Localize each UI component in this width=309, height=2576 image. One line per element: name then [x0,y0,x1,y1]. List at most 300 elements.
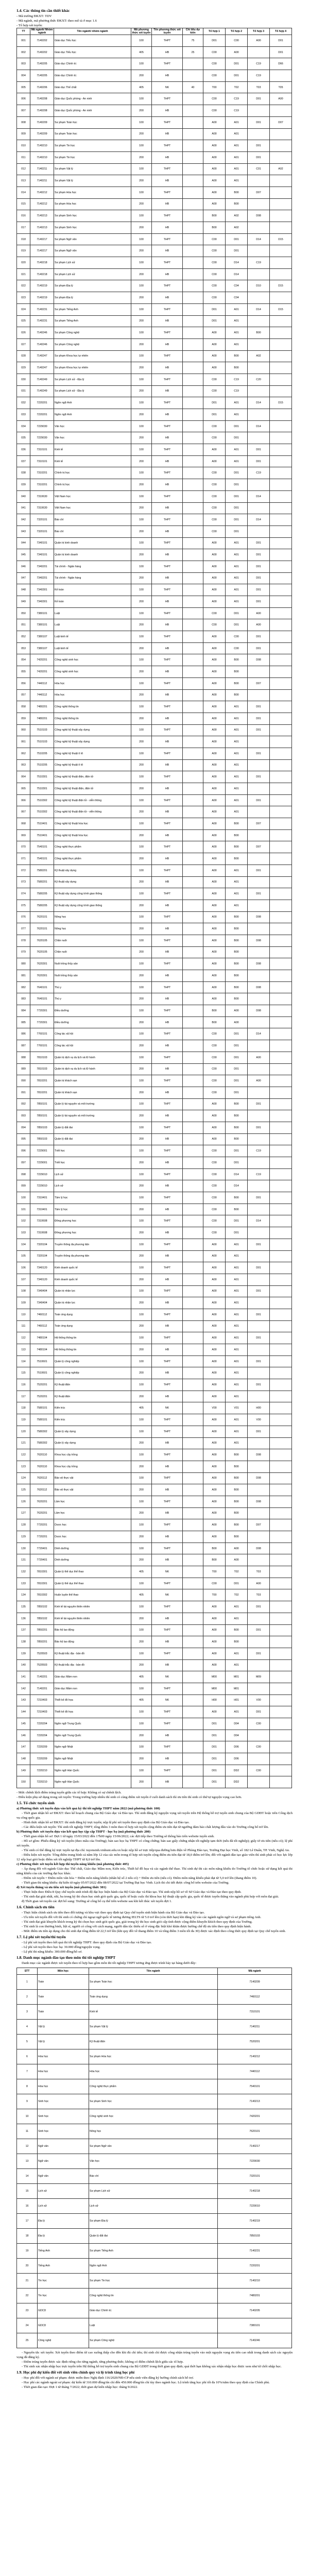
table-cell [270,981,292,993]
table-cell: A00 [203,1285,226,1297]
table-cell: THPT [152,748,183,759]
table-cell: HB [152,1367,183,1379]
table-cell: HB [152,1250,183,1262]
table-cell: 100 [131,1648,152,1659]
table-cell: 100 [131,140,152,152]
table-cell: 7510302 [30,794,54,806]
table-cell: 12 [17,2139,38,2154]
table-cell: THPT [152,1309,183,1320]
s15-p1: a) Phương thức xét tuyển dựa vào kết quả kỳ thi tốt nghiệp THPT năm 2022 (mã phương thức 100) [16,1807,160,1811]
table-cell: Tin học [38,2274,89,2289]
table-row [17,771,292,783]
s15-p11: - Áp dụng đối với ngành Giáo dục Thể chất, Giáo dục Mầm non, Kiến trúc, Thiết kế đồ họa và các ngành thể thao. Thí sinh dự thi các môn năng khiếu do Trường tổ chức hoặc sử dụng kết quả thi năng khiếu của các trường đại học khác. [16,1867,293,1876]
table-cell [270,151,292,163]
table-cell: D01 [248,93,270,105]
column-header: Mã ngành [218,1968,292,1975]
table-row [17,1753,292,1765]
table-cell: C00 [203,1145,226,1157]
table-cell: 200 [131,806,152,818]
table-cell: Tâm lý học [54,1192,131,1204]
table-cell: A00 [203,362,226,374]
table-cell: B00 [226,666,248,678]
table-cell: A01 [226,1285,248,1297]
section-1-5-title: 1.5. Tổ chức tuyển sinh [16,1801,55,1806]
table-cell: A00 [248,1578,270,1589]
table-cell: Toán ứng dụng [89,1990,218,2005]
table-cell: C00 [203,526,226,537]
table-cell: D01 [248,151,270,163]
table-cell: Sư phạm Tin học [54,140,131,152]
table-cell: 7460112 [218,1990,292,2005]
table-cell: THPT [152,701,183,713]
table-cell: 100 [17,1192,30,1204]
table-cell: D01 [203,1741,226,1753]
table-cell: 7340301 [30,596,54,608]
table-cell: 7229001 [30,1145,54,1157]
table-cell: A00 [203,1332,226,1344]
table-cell: Công nghệ sinh học [54,666,131,678]
table-cell: A00 [248,619,270,631]
table-cell: A00 [203,1437,226,1449]
table-cell: 200 [131,432,152,444]
table-row [17,1741,292,1753]
table-cell: 7720401 [30,1543,54,1554]
table-cell: Kinh tế [89,2005,218,2020]
table-cell: 200 [131,1297,152,1309]
table-cell: 100 [131,1624,152,1636]
table-cell: 7720201 [30,1519,54,1531]
table-cell: 7620101 [30,911,54,923]
s15-p10: c) Phương thức xét tuyển kết hợp thi tuyển năng khiếu (mã phương thức 405) [16,1862,129,1867]
table-cell: Tài chính - Ngân hàng [54,561,131,572]
table-cell [183,1297,203,1309]
table-cell: A00 [203,1519,226,1531]
table-cell: B00 [226,362,248,374]
table-cell: 200 [131,128,152,140]
table-cell [248,338,270,350]
column-header: Tổ hợp 2 [226,28,248,35]
table-cell: Giáo dục Chính trị [54,70,131,82]
table-cell: 7510401 [30,829,54,841]
table-cell: HB [152,1274,183,1285]
table-cell: D01 [248,1192,270,1204]
table-cell: Công nghệ thực phẩm [89,2079,218,2094]
table-cell: 100 [131,911,152,923]
table-cell: 4 [17,2020,38,2035]
table-cell: 100 [131,350,152,362]
table-row [17,93,292,105]
table-cell: Quản trị khách sạn [54,1087,131,1098]
table-row [17,1168,292,1180]
table-cell: A00 [203,631,226,643]
table-cell: Chăn nuôi [54,946,131,958]
table-cell: C00 [203,93,226,105]
table-cell: Sư phạm Địa lý [54,292,131,304]
table-row [17,829,292,841]
table-row [17,467,292,479]
table-cell: A01 [226,1344,248,1356]
table-cell [270,549,292,561]
table-cell: Quản trị khách sạn [54,1075,131,1087]
table-cell: 100 [131,701,152,713]
table-cell [270,888,292,900]
table-cell: A01 [226,888,248,900]
table-cell: 7140209 [218,1975,292,1990]
table-cell [270,1052,292,1063]
table-cell: A01 [226,1355,248,1367]
table-cell: 11 [17,2124,38,2139]
table-cell: 7440112 [30,689,54,701]
table-row [17,1648,292,1659]
table-cell: D01 [248,1426,270,1437]
column-header: Tổ hợp 4 [270,28,292,35]
table-cell: 7580101 [30,1414,54,1426]
table-cell: D01 [248,771,270,783]
table-cell: 7720201 [30,1531,54,1543]
table-cell: B00 [248,327,270,339]
table-cell: Đông phương học [54,1227,131,1239]
table-cell: D01 [248,1624,270,1636]
table-cell: Kỹ thuật xây dựng công trình giao thông [54,888,131,900]
table-cell: THPT [152,1262,183,1274]
table-cell: A01 [226,455,248,467]
table-cell: V00 [203,1402,226,1414]
table-cell: HB [152,46,183,58]
table-cell: 100 [131,981,152,993]
table-cell: 200 [131,1320,152,1332]
table-cell: 200 [131,455,152,467]
table-cell: Khoa học cây trồng [54,1461,131,1472]
table-cell: THPT [152,935,183,946]
table-cell: A00 [203,1426,226,1437]
table-cell: A00 [203,993,226,1005]
table-cell: A00 [203,1344,226,1356]
table-cell [183,666,203,678]
table-cell: C00 [248,1718,270,1730]
table-cell: Kế toán [54,584,131,596]
table-cell: Toán ứng dụng [54,1320,131,1332]
table-cell [270,1718,292,1730]
table-cell [270,1531,292,1543]
table-cell: 067 [17,806,30,818]
table-cell [270,140,292,152]
table-cell [183,198,203,210]
table-cell: 7440112 [30,677,54,689]
table-cell [183,1566,203,1578]
table-row [17,1694,292,1706]
table-cell: 7480201 [30,701,54,713]
table-cell: 10 [17,2109,38,2124]
table-row [17,900,292,911]
table-row [17,970,292,982]
table-cell [183,432,203,444]
table-cell: A01 [226,724,248,736]
table-cell [183,1683,203,1694]
table-cell: 7720401 [30,1554,54,1566]
table-cell [248,853,270,865]
table-cell [183,350,203,362]
table-cell: D14 [248,514,270,526]
table-cell: Lịch sử [54,1168,131,1180]
table-row [17,981,292,993]
table-cell [183,1496,203,1507]
table-cell: 25 [183,46,203,58]
table-cell [270,1426,292,1437]
table-cell [183,1694,203,1706]
table-cell: 7340120 [30,1274,54,1285]
table-cell: Ngôn ngữ Anh [54,409,131,421]
table-cell: A00 [203,1531,226,1543]
table-row [17,292,292,304]
table-cell: Chính trị học [54,479,131,491]
table-cell: D01 [248,140,270,152]
table-cell: 7850102 [30,1613,54,1624]
table-cell [183,1040,203,1052]
table-cell: Công nghệ thông tin [89,2289,218,2303]
table-cell: 200 [131,1753,152,1765]
table-cell: 200 [131,409,152,421]
table-cell: Tài chính - Ngân hàng [54,572,131,584]
table-cell: 7229001 [30,1157,54,1169]
column-header: Tổ hợp 3 [248,28,270,35]
table-cell: 405 [131,81,152,93]
table-row [17,46,292,58]
table-cell: A00 [203,1496,226,1507]
table-cell: C00 [226,35,248,47]
table-cell [270,677,292,689]
table-cell: NK [152,1589,183,1601]
table-cell: A00 [203,128,226,140]
table-cell: B00 [226,1461,248,1472]
table-row [17,1192,292,1204]
section-1-6-title: 1.6. Chính sách ưu tiên [16,1905,55,1910]
table-cell: THPT [152,1601,183,1613]
table-cell [183,1624,203,1636]
table-cell: D01 [226,467,248,479]
table-cell: A02 [226,222,248,234]
table-cell: 7760101 [30,1040,54,1052]
table-row [17,233,292,245]
table-cell: 7320104 [30,1250,54,1262]
table-cell [248,1636,270,1648]
table-cell: 200 [131,1344,152,1356]
table-cell: C19 [226,105,248,117]
table-cell: 076 [17,911,30,923]
table-cell: HB [152,1659,183,1671]
table-row [17,1005,292,1017]
table-cell: A01 [226,1239,248,1250]
table-cell: A00 [248,1052,270,1063]
table-cell: A00 [203,806,226,818]
table-cell: Toán [38,1990,89,2005]
table-cell: 7380107 [30,631,54,643]
table-row [17,128,292,140]
table-cell: 100 [131,724,152,736]
table-cell: 7310608 [30,1215,54,1227]
table-cell: Quản lý đất đai [89,2229,218,2244]
table-row [17,1063,292,1075]
table-cell: HB [152,1297,183,1309]
table-cell: H00 [203,1694,226,1706]
table-cell: 100 [131,1285,152,1297]
table-cell [270,596,292,608]
table-cell [270,1636,292,1648]
section-1-7-title: 1.7. Lệ phí xét tuyển/thi tuyển [16,1935,66,1940]
table-cell: C00 [203,479,226,491]
table-cell: 100 [131,1449,152,1461]
table-cell: A00 [203,841,226,853]
table-cell: 7850201 [30,1636,54,1648]
table-cell: 065 [17,783,30,795]
table-cell: HB [152,502,183,514]
table-cell: A00 [203,876,226,888]
table-cell: D01 [226,1075,248,1087]
table-row [17,1028,292,1040]
table-cell: 7850201 [30,1624,54,1636]
table-cell: Toán ứng dụng [54,1309,131,1320]
school-code-line: - Mã trường ĐKXT: TDV [16,14,52,18]
table-cell [248,222,270,234]
table-cell [183,1379,203,1391]
table-cell: 100 [131,257,152,269]
table-cell: 022 [17,280,30,292]
table-cell: 13 [17,2154,38,2169]
table-cell: THPT [152,1168,183,1180]
table-cell: 7310608 [30,1227,54,1239]
table-cell [270,701,292,713]
table-cell [270,572,292,584]
table-cell: D01 [226,526,248,537]
table-cell: Công nghệ [38,2333,89,2348]
table-cell: A00 [203,1659,226,1671]
table-cell [270,1694,292,1706]
table-cell: C19 [226,93,248,105]
table-cell: T00 [203,1566,226,1578]
table-cell [183,935,203,946]
table-row [17,1122,292,1133]
table-cell: 7140202 [30,46,54,58]
table-cell: 007 [17,105,30,117]
table-cell [270,1098,292,1110]
table-cell: A00 [203,584,226,596]
table-row [17,1543,292,1554]
table-cell: Kỹ thuật trắc địa - bản đồ [54,1648,131,1659]
table-cell [270,467,292,479]
table-cell: 100 [131,187,152,198]
table-cell: 118 [17,1402,30,1414]
table-cell: C00 [203,607,226,619]
table-cell [248,1391,270,1402]
table-cell: A00 [203,596,226,608]
table-cell: A00 [203,1320,226,1332]
table-cell: THPT [152,677,183,689]
table-cell [183,993,203,1005]
table-cell: 405 [131,1671,152,1683]
table-cell [183,315,203,327]
table-cell [183,923,203,935]
table-cell: B00 [226,350,248,362]
table-cell: 7140205 [30,70,54,82]
table-cell [183,1063,203,1075]
table-cell: 141 [17,1671,30,1683]
table-cell: THPT [152,233,183,245]
table-cell [183,1133,203,1145]
table-cell: D14 [248,490,270,502]
table-cell: 019 [17,245,30,257]
table-cell: 082 [17,981,30,993]
table-cell [248,502,270,514]
table-cell: C00 [203,233,226,245]
table-cell: 200 [131,502,152,514]
table-cell: A00 [203,151,226,163]
table-cell: Hóa học [89,2064,218,2079]
table-cell: B00 [226,970,248,982]
table-cell: D01 [248,596,270,608]
table-cell [270,502,292,514]
table-cell: C19 [248,58,270,70]
table-cell: 200 [131,619,152,631]
table-cell [270,935,292,946]
table-row [17,1531,292,1543]
table-cell: A00 [203,1133,226,1145]
table-cell: A01 [226,1659,248,1671]
table-row [17,1402,292,1414]
table-cell: Luật [54,607,131,619]
table-cell: 122 [17,1449,30,1461]
table-cell: D01 [226,1087,248,1098]
table-cell: C19 [248,257,270,269]
table-cell: V00 [248,1414,270,1426]
table-row [17,642,292,654]
table-cell: Kiến trúc [54,1402,131,1414]
table-cell: 200 [131,151,152,163]
table-cell [183,946,203,958]
table-row [17,1016,292,1028]
table-cell: 048 [17,584,30,596]
table-row [17,374,292,385]
table-cell: HB [152,479,183,491]
table-cell: HB [152,1133,183,1145]
column-header: Mã phương thức xét tuyển [131,28,152,35]
table-cell: D01 [248,888,270,900]
table-cell: D14 [226,1168,248,1180]
table-cell: 24 [17,2318,38,2333]
table-cell: 127 [17,1507,30,1519]
table-row [17,338,292,350]
table-cell: 7220209 [30,1741,54,1753]
table-cell: H00 [248,1402,270,1414]
table-row [17,2229,292,2244]
table-cell: D08 [248,1472,270,1484]
table-cell: T03 [248,1589,270,1601]
table-cell: D01 [248,642,270,654]
table-cell: Giáo dục Mầm non [54,1683,131,1694]
table-cell: 028 [17,350,30,362]
table-cell [183,607,203,619]
table-cell: THPT [152,888,183,900]
table-cell: 200 [131,923,152,935]
table-cell: 7140210 [30,151,54,163]
table-cell: 083 [17,993,30,1005]
table-cell [183,1145,203,1157]
table-cell: A01 [226,338,248,350]
table-cell: A00 [203,1414,226,1426]
table-cell: A00 [203,736,226,748]
table-cell: HB [152,946,183,958]
table-cell: Giáo dục Quốc phòng - An ninh [54,105,131,117]
table-row [17,1589,292,1601]
major-code-line: - Mã ngành, mã phương thức ĐKXT: theo mô tả ở mục 1.6 [16,19,97,23]
